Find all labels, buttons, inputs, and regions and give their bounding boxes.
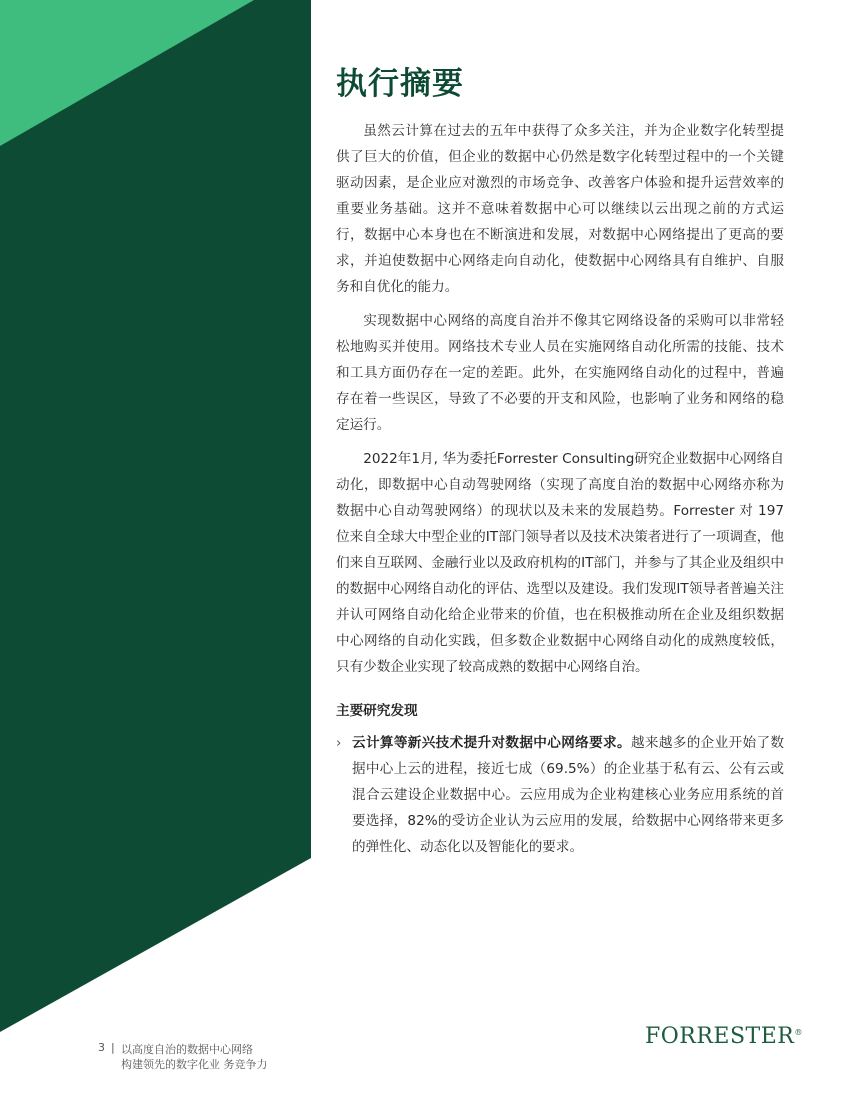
paragraph-1: 虽然云计算在过去的五年中获得了众多关注，并为企业数字化转型提供了巨大的价值，但企业的数据中心仍然是数字化转型过程中的一个关键驱动因素，是企业应对激烈的市场竞争、改善客户体验和提升运营效率的重要业务基础。这并不意味着数据中心可以继续以云出现之前的方式运行，数据中心本身也在不断演进和发展，对数据中心网络提出了更高的要求，并迫使数据中心网络走向自动化，使数据中心网络具有自维护、自服务和自优化的能力。 (336, 123, 784, 295)
finding-text: 越来越多的企业开始了数据中心上云的进程，接近七成（69.5%）的企业基于私有云、公有云或混合云建设企业数据中心。云应用成为企业构建核心业务应用系统的首要选择，82%的受访企业认为云应用的发展，给数据中心网络带来更多的弹性化、动态化以及智能化的要求。 (352, 735, 784, 855)
forrester-logo (645, 1024, 803, 1049)
finding-bullet (336, 730, 784, 860)
footer-separator: | (111, 1041, 115, 1054)
page-title: 执行摘要 (336, 66, 464, 102)
finding-lead: 云计算等新兴技术提升对数据中心网络要求。 (352, 735, 631, 751)
footer-title-line1: 以高度自治的数据中心网络 (121, 1043, 253, 1056)
footer-title-line2: 构建领先的数字化业 务竞争力 (121, 1058, 268, 1071)
dark-green-band (0, 0, 311, 1032)
paragraph-2: 实现数据中心网络的高度自治并不像其它网络设备的采购可以非常轻松地购买并使用。网络技术专业人员在实施网络自动化所需的技能、技术和工具方面仍存在一定的差距。此外，在实施网络自动化的过程中，普遍存在着一些误区，导致了不必要的开支和风险，也影响了业务和网络的稳定运行。 (336, 313, 784, 433)
main-content (336, 118, 784, 860)
chevron-right-icon: › (336, 735, 342, 751)
page-number: 3 (98, 1041, 105, 1054)
logo-text: FORRESTER (645, 1024, 795, 1049)
findings-heading: 主要研究发现 (336, 703, 418, 719)
registered-mark: ® (794, 1028, 803, 1037)
paragraph-3: 2022年1月, 华为委托Forrester Consulting研究企业数据中心网络自动化，即数据中心自动驾驶网络（实现了高度自治的数据中心网络亦称为数据中心自动驾驶网络）的现状以及未来的发展趋势。Forrester 对 197 位来自全球大中型企业的IT部门领导者以及技术决策者进行了一项调查，他们来自互联网、金融行业以及政府机构的IT部门，并参与了其企业及组织中的数据中心网络自动化的评估、选型以及建设。我们发现IT领导者普遍关注并认可网络自动化给企业带来的价值，也在积极推动所在企业及组织数据中心网络的自动化实践，但多数企业数据中心网络自动化的成熟度较低，只有少数企业实现了较高成熟的数据中心网络自治。 (336, 451, 784, 675)
